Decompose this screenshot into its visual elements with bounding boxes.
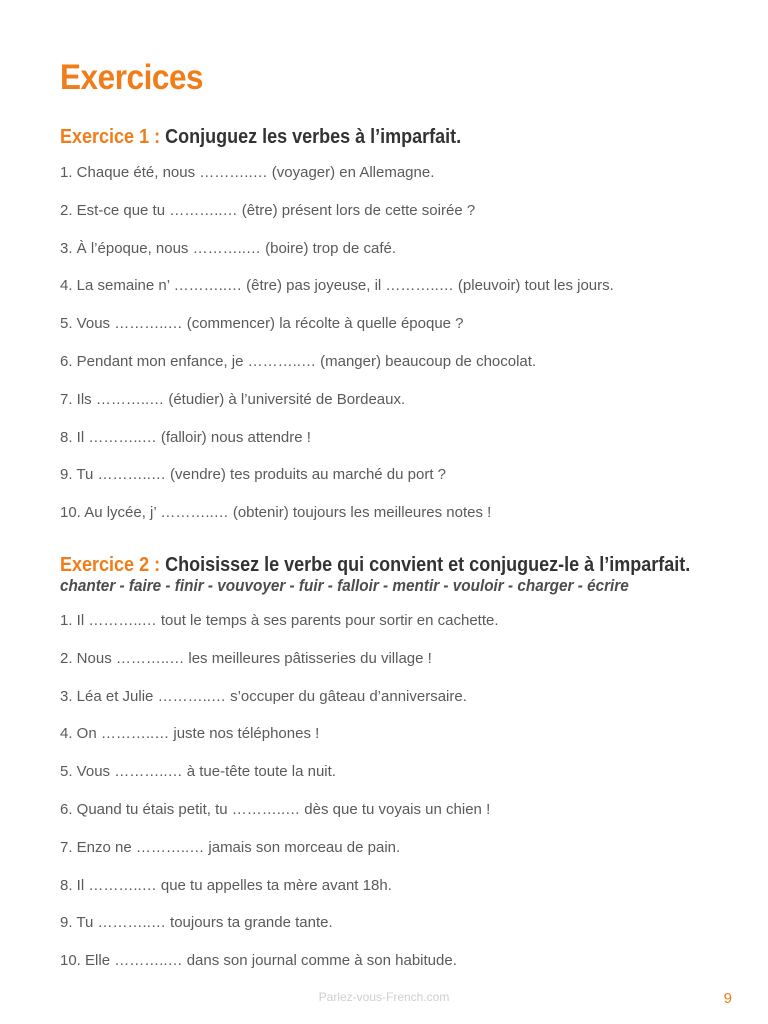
page-title: Exercices bbox=[60, 58, 204, 97]
exercise-2-item: 2. Nous ………..… les meilleures pâtisseries du village ! bbox=[60, 649, 432, 667]
exercise-1-item: 1. Chaque été, nous ………..… (voyager) en Allemagne. bbox=[60, 164, 435, 181]
exercise-1-items bbox=[60, 164, 750, 542]
exercise-1 bbox=[60, 124, 750, 542]
exercise-1-heading bbox=[60, 124, 681, 150]
exercise-2-item: 10. Elle ………..… dans son journal comme à son habitude. bbox=[60, 952, 457, 970]
exercise-2-item: 7. Enzo ne ………..… jamais son morceau de pain. bbox=[60, 838, 401, 856]
footer-website: Parlez-vous-French.com bbox=[318, 990, 450, 1004]
exercise-2-instruction: Choisissez le verbe qui convient et conjuguez-le à l’imparfait. bbox=[165, 554, 691, 576]
exercise-2-item: 5. Vous ………..… à tue-tête toute la nuit. bbox=[60, 763, 336, 781]
exercise-1-item: 4. La semaine n’ ………..… (être) pas joyeuse, il ………..… (pleuvoir) tout les jours. bbox=[60, 277, 614, 295]
exercise-2-item: 1. Il ………..… tout le temps à ses parents pour sortir en cachette. bbox=[60, 612, 499, 629]
exercise-2-item: 6. Quand tu étais petit, tu ………..… dès que tu voyais un chien ! bbox=[60, 800, 491, 818]
exercise-2-item: 9. Tu ………..… toujours ta grande tante. bbox=[60, 914, 333, 932]
exercise-1-item: 8. Il ………..… (falloir) nous attendre ! bbox=[60, 428, 311, 446]
exercise-2-item: 4. On ………..… juste nos téléphones ! bbox=[60, 725, 320, 743]
exercise-2 bbox=[60, 552, 750, 990]
exercise-1-item: 9. Tu ………..… (vendre) tes produits au marché du port ? bbox=[60, 466, 447, 484]
exercise-1-item: 5. Vous ………..… (commencer) la récolte à quelle époque ? bbox=[60, 315, 464, 333]
exercise-2-item: 3. Léa et Julie ………..… s’occuper du gâteau d’anniversaire. bbox=[60, 687, 467, 705]
exercise-1-item: 10. Au lycée, j’ ………..… (obtenir) toujours les meilleures notes ! bbox=[60, 504, 492, 522]
exercise-2-label: Exercice 2 : bbox=[60, 554, 161, 576]
exercise-1-instruction: Conjuguez les verbes à l’imparfait. bbox=[165, 126, 462, 148]
page-number: 9 bbox=[723, 990, 732, 1007]
exercise-2-item: 8. Il ………..… que tu appelles ta mère avant 18h. bbox=[60, 876, 392, 894]
exercise-2-heading bbox=[60, 552, 691, 578]
exercise-1-item: 6. Pendant mon enfance, je ………..… (manger) beaucoup de chocolat. bbox=[60, 352, 537, 370]
exercise-1-item: 3. À l’époque, nous ………..… (boire) trop de café. bbox=[60, 239, 396, 257]
exercise-1-item: 2. Est-ce que tu ………..… (être) présent lors de cette soirée ? bbox=[60, 201, 476, 219]
exercise-1-item: 7. Ils ………..… (étudier) à l’université de Bordeaux. bbox=[60, 390, 406, 408]
exercise-2-items bbox=[60, 612, 750, 990]
exercise-1-label: Exercice 1 : bbox=[60, 126, 161, 148]
exercise-2-verb-list: chanter - faire - finir - vouvoyer - fuir - falloir - mentir - vouloir - charger - écrire bbox=[60, 576, 629, 595]
